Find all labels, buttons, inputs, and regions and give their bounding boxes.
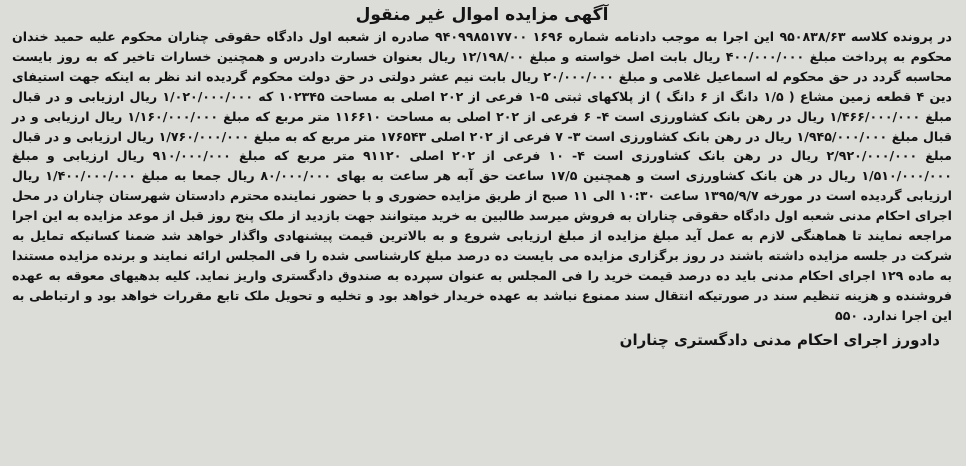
notice-body: در پرونده کلاسه ۹۵۰۸۳۸/۶۳ این اجرا به موجب دادنامه شماره ۱۶۹۶ ۹۴۰۹۹۸۵۱۷۷۰۰ صادره از شعبه اول دادگاه حقوقی چناران محکوم علیه حمید خندان محکوم به پرداخت مبلغ ۴۰۰/۰۰۰/۰۰۰ ریال بابت اصل خواسته و مبلغ ۱۲/۱۹۸/۰۰ ریال بعنوان خسارت دادرس و همچنین خسارات تاخیر که به روز بایست محاسبه گردد در حق محکوم له اسماعیل غلامی و مبلغ ۲۰/۰۰۰/۰۰۰ ریال بابت نیم عشر دولتی در حق دولت محکوم گردیده اند نظر به اینکه جهت استیفای دین ۴ قطعه زمین مشاع ( ۱/۵ دانگ از ۶ دانگ ) از پلاکهای ثبتی ۵-۱ فرعی از ۲۰۲ اصلی به مساحت ۱۰۲۳۴۵ که ۱/۰۲۰/۰۰۰/۰۰۰ ریال ارزیابی و در قبال مبلغ ۱/۴۶۶/۰۰۰/۰۰۰ ریال در رهن بانک کشاورزی است ۴- ۶ فرعی از ۲۰۲ اصلی به مساحت ۱۱۶۶۱۰ متر مربع که مبلغ ۱/۱۶۰/۰۰۰/۰۰۰ ریال ارزیابی و در قبال مبلغ ۱/۹۴۵/۰۰۰/۰۰۰ ریال در رهن بانک کشاورزی است ۳- ۷ فرعی از ۲۰۲ اصلی ۱۷۶۵۴۳ متر مربع که به مبلغ ۱/۷۶۰/۰۰۰/۰۰۰ ریال ارزیابی و در قبال مبلغ ۲/۹۲۰/۰۰۰/۰۰۰ ریال در رهن بانک کشاورزی است ۴- ۱۰ فرعی از ۲۰۲ اصلی ۹۱۱۲۰ متر مربع که مبلغ ۹۱۰/۰۰۰/۰۰۰ ریال ارزیابی و مبلغ ۱/۵۱۰/۰۰۰/۰۰۰ ریال در هن بانک کشاورزی است و همچنین ۱۷/۵ ساعت حق آبه هر ساعت به بهای ۸۰/۰۰۰/۰۰۰ ریال جمعا به مبلغ ۱/۴۰۰/۰۰۰/۰۰۰ ریال ارزیابی گردیده است در مورخه ۱۳۹۵/۹/۷ ساعت ۱۰:۳۰ الی ۱۱ صبح از طریق مزایده حضوری و با حضور نماینده محترم دادستان شهرستان چناران در محل اجرای احکام مدنی شعبه اول دادگاه حقوقی چناران به فروش میرسد طالبین به خرید میتوانند جهت بازدید از ملک پنج روز قبل از موعد مزایده به این اجرا مراجعه نمایند تا هماهنگی لازم به عمل آید مبلغ مزایده از مبلغ ارزیابی شروع و به بالاترین قیمت پیشنهادی واگذار خواهد شد ضمنا کسانیکه تمایل به شرکت در جلسه مزایده داشته باشند در روز برگزاری مزایده می بایست ده درصد مبلغ کارشناسی شده را فی المجلس ارائه نمایند و برنده مزایده مستندا به ماده ۱۲۹ اجرای احکام مدنی باید ده درصد قیمت خرید را فی المجلس به عنوان سپرده به صندوق دادگستری واریز نماید. کلیه بدهیهای معوقه به عهده فروشنده و هزینه تنظیم سند در صورتیکه انتقال سند ممنوع نباشد به عهده خریدار خواهد بود و تخلیه و تحویل ملک تابع مقررات خواهد بود و ارتباطی به این اجرا ندارد. ۵۵۰ (12, 29, 953, 323)
notice-signature: دادورز اجرای احکام مدنی دادگستری چناران (619, 330, 940, 349)
notice-title: آگهی مزایده اموال غیر منقول (355, 5, 609, 25)
